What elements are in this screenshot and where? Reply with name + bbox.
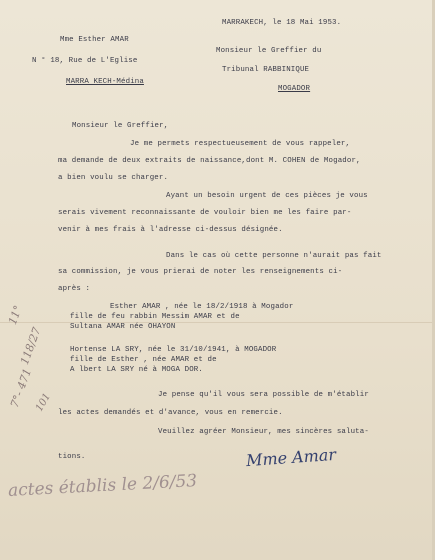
- sender-city: MARRA KECH-Médina: [66, 78, 144, 86]
- sender-address: N ° 18, Rue de L'Eglise: [32, 57, 138, 65]
- bottom-annotation: actes établis le 2/6/53: [7, 471, 198, 501]
- paragraph1-line1: Je me permets respectueusement de vous rappeler,: [130, 140, 351, 148]
- paragraph2-line1: Ayant un besoin urgent de ces pièces je vous: [166, 192, 368, 200]
- paragraph3-line1: Dans le cas où cette personne n'aurait pas fait: [166, 252, 382, 260]
- recipient-line2: Tribunal RABBINIQUE: [222, 66, 310, 74]
- margin-note-1-top: 11°: [6, 303, 25, 327]
- fold-crease: [0, 322, 435, 323]
- recipient-city: MOGADOR: [278, 85, 311, 93]
- entry2-line3: A lbert LA SRY né à MOGA DOR.: [70, 366, 203, 374]
- margin-note-2-top: 7°- 471: [8, 366, 35, 410]
- closing-line2: tions.: [58, 453, 86, 461]
- paragraph1-line2: ma demande de deux extraits de naissance,dont M. COHEN de Mogador,: [58, 157, 361, 165]
- paragraph4-line1: Je pense qu'il vous sera possible de m'établir: [158, 391, 369, 399]
- sender-name: Mme Esther AMAR: [60, 36, 129, 44]
- place-date: MARRAKECH, le 18 Mai 1953.: [222, 19, 342, 27]
- recipient-line1: Monsieur le Greffier du: [216, 47, 322, 55]
- paragraph2-line2: serais vivement reconnaissante de vouloir bien me les faire par-: [58, 209, 352, 217]
- paragraph4-line2: les actes demandés et d'avance, vous en remercie.: [58, 409, 283, 417]
- entry1-line1: Esther AMAR , née le 18/2/1918 à Mogador: [110, 303, 294, 311]
- entry1-line2: fille de feu rabbin Messim AMAR et de: [70, 313, 240, 321]
- paragraph2-line3: venir à mes frais à l'adresse ci-dessus désignée.: [58, 226, 283, 234]
- paragraph3-line3: après :: [58, 285, 91, 293]
- signature: Mme Amar: [245, 444, 337, 471]
- margin-note-1-bottom: 118/27: [18, 325, 44, 367]
- closing-line1: Veuillez agréer Monsieur, mes sincères saluta-: [158, 428, 369, 436]
- paragraph3-line2: sa commission, je vous prierai de noter les renseignements ci-: [58, 268, 343, 276]
- entry1-line3: Sultana AMAR née OHAYON: [70, 323, 176, 331]
- entry2-line1: Hortense LA SRY, née le 31/10/1941, à MOGADOR: [70, 346, 277, 354]
- entry2-line2: fille de Esther , née AMAR et de: [70, 356, 217, 364]
- paragraph1-line3: a bien voulu se charger.: [58, 174, 169, 182]
- salutation: Monsieur le Greffier,: [72, 122, 169, 130]
- margin-note-2-bottom: 101: [34, 391, 54, 414]
